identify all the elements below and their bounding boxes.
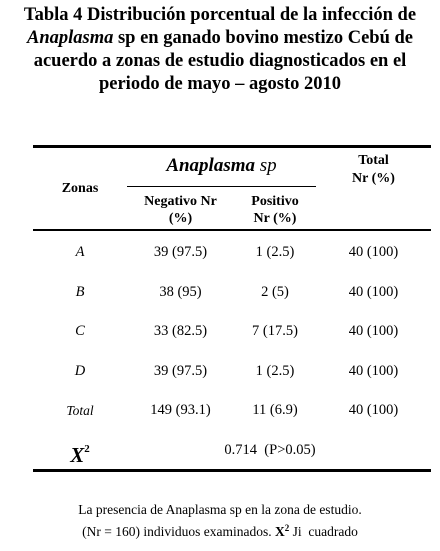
group-header-rule bbox=[127, 186, 316, 187]
row-b-total: 40 (100) bbox=[348, 284, 399, 300]
table-note-line-2 bbox=[0, 519, 440, 541]
row-c-positivo: 7 (17.5) bbox=[252, 323, 298, 339]
header-negativo-line-2: (%) bbox=[168, 211, 193, 226]
row-a-zona: A bbox=[75, 244, 85, 260]
header-total bbox=[316, 152, 431, 188]
title-line-3: acuerdo a zonas de estudio diagnosticados en el bbox=[33, 51, 407, 71]
header-positivo bbox=[234, 193, 316, 227]
table-top-rule bbox=[33, 145, 431, 148]
title-line-2-rest: sp en ganado bovino mestizo Cebú de bbox=[113, 28, 413, 48]
note-line-2-end: Ji cuadrado bbox=[289, 524, 358, 539]
row-d-negativo: 39 (97.5) bbox=[153, 363, 208, 379]
header-negativo-line-1: Negativo Nr bbox=[144, 194, 217, 209]
row-total-total: 40 (100) bbox=[348, 402, 399, 418]
title-organism: Anaplasma bbox=[27, 28, 114, 48]
row-c-zona: C bbox=[75, 323, 85, 339]
row-c-negativo: 33 (82.5) bbox=[153, 323, 208, 339]
header-bottom-rule bbox=[33, 229, 431, 231]
note-line-2-start: (Nr = 160) individuos examinados. bbox=[82, 524, 275, 539]
row-a-negativo: 39 (97.5) bbox=[153, 244, 208, 260]
header-positivo-line-1: Positivo bbox=[251, 194, 299, 209]
table-note-line-1: La presencia de Anaplasma sp en la zona de estudio. bbox=[78, 502, 362, 517]
chi-square-superscript: 2 bbox=[84, 443, 90, 455]
title-line-1: Tabla 4 Distribución porcentual de la infección de bbox=[23, 5, 417, 25]
row-total-positivo: 11 (6.9) bbox=[252, 402, 298, 418]
header-total-line-1: Total bbox=[358, 153, 389, 168]
header-total-line-2: Nr (%) bbox=[352, 171, 395, 186]
header-group-italic: Anaplasma bbox=[166, 155, 256, 176]
table-bottom-rule bbox=[33, 469, 431, 472]
row-a-positivo: 1 (2.5) bbox=[255, 244, 295, 260]
row-d-positivo: 1 (2.5) bbox=[255, 363, 295, 379]
title-line-2 bbox=[0, 27, 440, 50]
chi-square-symbol: X bbox=[70, 443, 85, 467]
row-a-total: 40 (100) bbox=[348, 244, 399, 260]
note-chi-superscript: 2 bbox=[284, 523, 290, 533]
row-b-negativo: 38 (95) bbox=[159, 284, 202, 300]
table-title bbox=[0, 4, 440, 96]
header-group-anaplasma bbox=[127, 155, 316, 177]
row-b-positivo: 2 (5) bbox=[261, 284, 289, 300]
row-c-total: 40 (100) bbox=[348, 323, 399, 339]
header-zonas: Zonas bbox=[61, 181, 99, 196]
row-b-zona: B bbox=[75, 284, 85, 300]
note-chi-symbol: X bbox=[274, 524, 285, 539]
row-total-zona: Total bbox=[66, 403, 94, 418]
row-d-total: 40 (100) bbox=[348, 363, 399, 379]
title-line-4: periodo de mayo – agosto 2010 bbox=[98, 74, 342, 94]
row-total-negativo: 149 (93.1) bbox=[150, 402, 211, 418]
row-d-zona: D bbox=[74, 363, 86, 379]
header-negativo bbox=[127, 193, 234, 227]
header-group-rest: sp bbox=[255, 155, 277, 176]
header-positivo-line-2: Nr (%) bbox=[253, 211, 297, 226]
chi-square-value: 0.714 (P>0.05) bbox=[224, 442, 316, 458]
chi-square-label bbox=[33, 437, 127, 467]
